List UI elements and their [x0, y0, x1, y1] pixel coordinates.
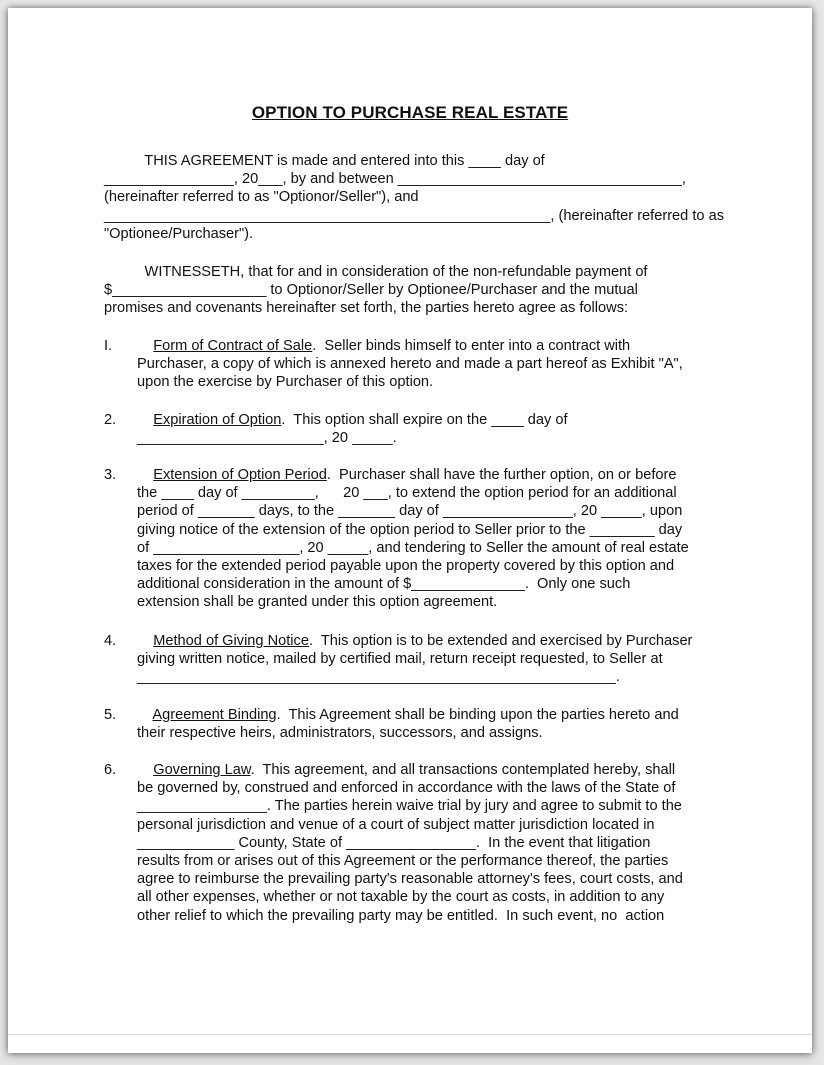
section-line: personal jurisdiction and venue of a court of subject matter jurisdiction located in	[137, 816, 655, 833]
section-line: the ____ day of _________, 20 ___, to extend the option period for an additional	[137, 485, 677, 502]
witness-line: promises and covenants hereinafter set forth, the parties hereto agree as follows:	[104, 300, 629, 317]
section-number: 2.	[104, 412, 117, 428]
intro-line: _______________________________________________________, (hereinafter referred to as	[104, 207, 724, 224]
section-line: be governed by, construed and enforced in accordance with the laws of the State of	[137, 780, 676, 797]
section-body	[137, 411, 727, 447]
section-number: 3.	[104, 467, 117, 483]
section-first-line	[137, 337, 727, 355]
section-line: ____________ County, State of ________________. In the event that litigation	[137, 834, 651, 851]
section-line: of __________________, 20 _____, and tendering to Seller the amount of real estate	[137, 539, 689, 556]
section-heading: Method of Giving Notice	[153, 633, 309, 649]
intro-line: (hereinafter referred to as "Optionor/Seller"), and	[104, 189, 419, 206]
section-first-rest: . Seller binds himself to enter into a contract with	[312, 338, 631, 354]
section-body	[137, 632, 727, 687]
section-number: I.	[104, 338, 113, 354]
section-line: period of _______ days, to the _______ day of ________________, 20 _____, upon	[137, 503, 683, 520]
section-line: other relief to which the prevailing party may be entitled. In such event, no action	[137, 907, 665, 924]
section-first-line	[137, 632, 727, 650]
section-line: agree to reimburse the prevailing party's reasonable attorney's fees, court costs, and	[137, 871, 683, 888]
section-line: Purchaser, a copy of which is annexed hereto and made a part hereof as Exhibit "A",	[137, 356, 683, 373]
section-line: additional consideration in the amount of $______________. Only one such	[137, 576, 631, 593]
witness-line: WITNESSETH, that for and in consideration of the non-refundable payment of	[104, 264, 648, 280]
intro-line: "Optionee/Purchaser").	[104, 225, 254, 242]
section-line: all other expenses, whether or not taxable by the court as costs, in addition to any	[137, 889, 665, 906]
section-number: 6.	[104, 762, 117, 778]
page-bottom-divider	[8, 1034, 812, 1035]
section-first-rest: . This Agreement shall be binding upon the parties hereto and	[276, 707, 679, 723]
section-body	[137, 466, 727, 612]
section-heading: Form of Contract of Sale	[153, 338, 313, 354]
section-line: _______________________, 20 _____.	[137, 430, 397, 447]
section-first-line	[137, 466, 727, 484]
section-heading: Governing Law	[153, 762, 251, 778]
section-line: upon the exercise by Purchaser of this option.	[137, 374, 434, 391]
section-heading: Agreement Binding	[152, 707, 277, 723]
intro-line: THIS AGREEMENT is made and entered into this ____ day of	[104, 153, 545, 169]
document-title: OPTION TO PURCHASE REAL ESTATE	[251, 103, 569, 122]
intro-line: ________________, 20___, by and between ___________________________________,	[104, 171, 686, 188]
witness-paragraph	[104, 263, 724, 318]
section-heading: Extension of Option Period	[153, 467, 327, 483]
section-line: giving notice of the extension of the option period to Seller prior to the ________ day	[137, 521, 683, 538]
section-line: results from or arises out of this Agreement or the performance thereof, the parties	[137, 852, 669, 869]
section-first-rest: . Purchaser shall have the further option, on or before	[326, 467, 677, 483]
section-first-rest: . This agreement, and all transactions contemplated hereby, shall	[250, 762, 676, 778]
section-number: 4.	[104, 633, 117, 649]
document-page	[8, 8, 812, 1053]
section-line: their respective heirs, administrators, successors, and assigns.	[137, 725, 543, 742]
section-first-line	[137, 761, 727, 779]
section-heading: Expiration of Option	[153, 412, 282, 428]
section-line: extension shall be granted under this option agreement.	[137, 594, 498, 611]
section-line: giving written notice, mailed by certified mail, return receipt requested, to Seller at	[137, 651, 663, 668]
section-first-rest: . This option shall expire on the ____ day of	[281, 412, 568, 428]
section-first-line	[137, 706, 727, 724]
section-number: 5.	[104, 707, 117, 723]
section-line: ___________________________________________________________.	[137, 669, 620, 686]
intro-paragraph	[104, 152, 724, 243]
section-line: taxes for the extended period payable upon the property covered by this option and	[137, 557, 675, 574]
section-first-rest: . This option is to be extended and exercised by Purchaser	[308, 633, 693, 649]
section-body	[137, 761, 727, 925]
witness-line: $___________________ to Optionor/Seller by Optionee/Purchaser and the mutual	[104, 282, 638, 299]
section-body	[137, 337, 727, 392]
section-body	[137, 706, 727, 742]
section-first-line	[137, 411, 727, 429]
section-line: ________________. The parties herein waive trial by jury and agree to submit to the	[137, 798, 682, 815]
